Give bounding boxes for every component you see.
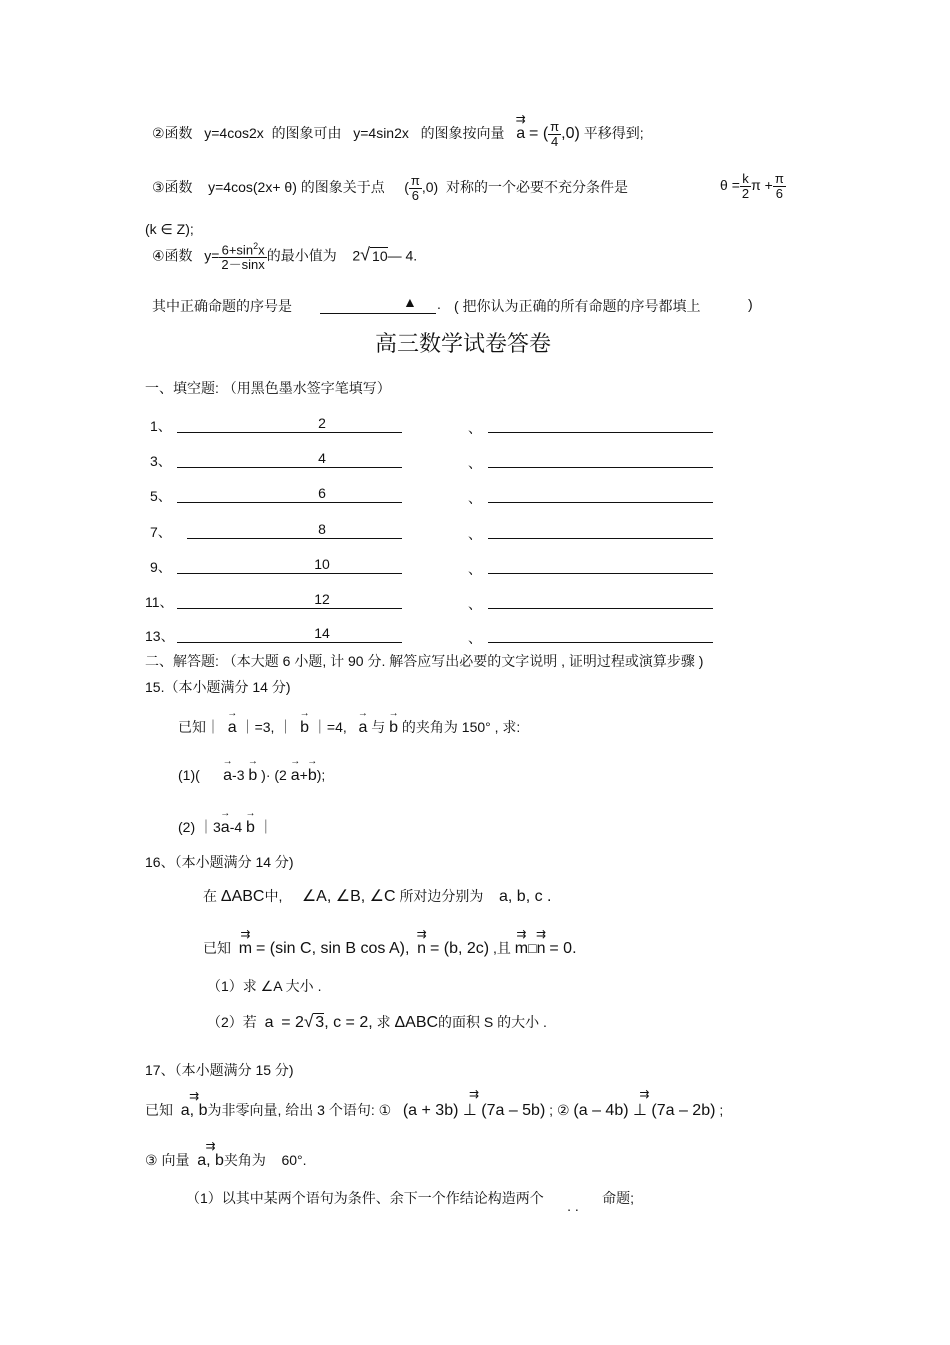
prop3-func: y=4cos(2x+ [208, 178, 281, 195]
q17-line2 [145, 1150, 307, 1170]
q15-text: -4 [229, 819, 243, 835]
blank-number: 14 [314, 625, 330, 641]
q16-text: 在 [203, 888, 217, 904]
prop2-text1: 的图象可由 [271, 124, 342, 141]
vector-a: → a [228, 719, 237, 737]
q16-part1: （1）求 ∠A 大小 . [207, 978, 322, 994]
q16-formula: = 2 [281, 1014, 304, 1031]
blank-line-left[interactable] [177, 467, 402, 468]
q16-formula: = (sin C, sin B cos A), [256, 940, 410, 957]
triangle-abc: ΔABC [394, 1014, 439, 1031]
blank-number: 12 [314, 591, 330, 607]
prop3-frac-den: 6 [411, 187, 419, 203]
prop2-vector-a: ⇉ a [516, 125, 525, 143]
blank-line-left[interactable] [177, 573, 402, 574]
vectors-ab: ⇉ a, b [181, 1102, 208, 1120]
blank-line-left[interactable] [177, 502, 402, 503]
dot-product-box: □ [528, 940, 537, 956]
q16-text: ,且 [493, 940, 511, 956]
q17-text: ③ 向量 [145, 1152, 190, 1168]
vector-m: ⇉ m [239, 940, 252, 958]
q15-text: 的夹角为 150° , 求: [401, 719, 521, 735]
vector-b: → b [246, 819, 255, 837]
prop3-marker: ③函数 [152, 178, 193, 195]
q17-text: ; [719, 1102, 724, 1118]
prop4-sqrt: 10 [372, 247, 388, 264]
prop4-marker: ④函数 [152, 247, 193, 264]
prop2-text2: 的图象按向量 [420, 124, 505, 141]
q16-angles: ∠A, ∠B, ∠C [301, 888, 396, 905]
prop2-tail: ,0) [561, 124, 580, 142]
section-2-heading: 二、解答题: （本大题 6 小题, 计 90 分. 解答应写出必要的文字说明 , 证明过程或演算步骤 ) [145, 653, 704, 669]
blank-sep: 、 [468, 420, 482, 436]
vector-a: → a [291, 767, 300, 785]
q16-formula: = 0. [549, 940, 577, 957]
proposition-3 [152, 174, 628, 202]
prop4-fraction [219, 242, 266, 272]
blank-sep: 、 [468, 630, 482, 646]
vector-a: → a [358, 719, 367, 737]
q15-part1 [178, 767, 325, 785]
answer-blank-line[interactable] [320, 313, 436, 314]
prop3-cont: (k ∈ Z); [145, 221, 194, 237]
answer-note: ( 把你认为正确的所有命题的序号都填上 [454, 298, 701, 314]
blank-sep: 、 [468, 526, 482, 542]
prop3-frac-num: π [410, 173, 420, 188]
q16-line2 [203, 938, 577, 958]
blank-sep: 、 [468, 490, 482, 506]
prop2-func2: y=4sin2x [353, 124, 409, 141]
q15-text: 已知｜ [178, 719, 220, 735]
answer-prompt: 其中正确命题的序号是 [152, 298, 292, 314]
prop4-num-x: x [258, 242, 265, 258]
q17-angle-value: 60°. [281, 1152, 307, 1168]
prop2-func1: y=4cos2x [204, 124, 264, 141]
prop4-frac-num [219, 242, 266, 258]
q15-text: )· (2 [261, 767, 287, 783]
blank-number: 4 [318, 450, 326, 466]
blank-line-left[interactable] [177, 608, 402, 609]
page-title: 高三数学试卷答卷 [375, 332, 552, 357]
prop2-frac-den: 4 [551, 133, 559, 149]
blank-line-left[interactable] [187, 538, 402, 539]
vector-m: ⇉ m [515, 940, 528, 958]
sqrt-sign: √ [303, 1012, 314, 1031]
q17-line1 [145, 1100, 723, 1120]
q16-text: 已知 [203, 940, 231, 956]
q16-text: 中, [264, 888, 283, 904]
blank-number: 8 [318, 521, 326, 537]
answer-note-close: ) [748, 296, 753, 312]
q15-text: (1)( [178, 767, 200, 783]
q15-text: ｜=3, ｜ [240, 719, 293, 735]
blank-sep: 、 [468, 455, 482, 471]
q15-text: ); [316, 767, 326, 783]
prop4-y: y= [204, 247, 220, 264]
q16-formula: = (b, 2c) [429, 940, 490, 957]
q17-text: ; [549, 1102, 554, 1118]
q17-statement-2: ⇉ (a – 4b) ⊥ (7a – 2b) [573, 1100, 715, 1120]
blank-line-right[interactable] [488, 467, 713, 468]
vector-a: → a [223, 767, 232, 785]
prop3-fraction [409, 174, 422, 202]
q16-line1 [203, 886, 551, 906]
prop4-frac-den: 2－sinx [221, 256, 265, 272]
q16-sides: a, b, c . [499, 888, 552, 905]
prop3-theta2: θ [720, 176, 728, 193]
q15-text: + [299, 767, 308, 783]
prop3-eq: = [731, 176, 740, 193]
vector-n: ⇉ n [537, 940, 546, 958]
blank-number: 10 [314, 556, 330, 572]
q15-text: (2) ｜3 [178, 819, 221, 835]
q17-part1 [186, 1188, 635, 1214]
prop3-condition [720, 172, 786, 200]
prop2-frac-num: π [550, 119, 560, 134]
answer-period: . [437, 296, 441, 312]
blank-line-right[interactable] [488, 432, 713, 433]
blank-line-right[interactable] [488, 608, 713, 609]
triangle-abc: ΔABC [220, 888, 265, 905]
prop2-eq: = ( [529, 124, 549, 142]
vector-b: → b [300, 719, 309, 737]
prop2-fraction [548, 120, 561, 148]
q16-var-a: a [264, 1014, 274, 1031]
prop4-tail: — 4. [387, 247, 418, 264]
blank-number: 6 [318, 485, 326, 501]
q17-text: 为非零向量, 给出 3 个语句: ① [207, 1102, 392, 1118]
prop4-val2: 2 [352, 247, 361, 264]
blank-label: 13、 [145, 628, 175, 644]
proposition-2 [152, 120, 644, 164]
blank-line-left[interactable] [177, 642, 402, 643]
prop3-open: ( [404, 178, 409, 195]
q15-text: -3 [232, 767, 245, 783]
proposition-4 [152, 242, 417, 272]
prop2-text3: 平移得到; [583, 124, 644, 141]
q17-heading: 17、（本小题满分 15 分) [145, 1062, 294, 1078]
blank-label: 5、 [150, 488, 172, 504]
blank-label: 1、 [150, 418, 172, 434]
blank-label: 7、 [150, 524, 172, 540]
prop3-pi-fraction [773, 172, 786, 200]
triangle-icon: ▲ [403, 294, 417, 310]
vector-b: → b [308, 767, 317, 785]
q15-text: 与 [371, 719, 386, 735]
q16-formula: , c = 2, [324, 1014, 373, 1031]
prop3-k-num: k [740, 172, 751, 187]
blank-number: 2 [318, 415, 326, 431]
blank-line-left[interactable] [177, 432, 402, 433]
prop4-num-text: 6+sin [221, 242, 254, 258]
q15-given [178, 717, 520, 737]
q16-text: 求 [376, 1014, 391, 1030]
q15-text: ｜=4, [312, 719, 347, 735]
q15-part2 [178, 817, 273, 837]
q15-text: ｜ [258, 819, 273, 835]
blank-label: 11、 [145, 594, 174, 610]
prop3-theta: θ [284, 178, 293, 195]
prop3-plus: + [764, 176, 773, 193]
vector-a: → a [221, 819, 230, 837]
emphasis-dots: . . [567, 1198, 579, 1214]
prop3-pi-den: 6 [775, 185, 783, 201]
prop2-marker: ②函数 [152, 124, 193, 141]
prop3-pi-num: π [774, 171, 784, 186]
q17-text: ② [556, 1102, 570, 1118]
q16-text: （2）若 [207, 1014, 257, 1030]
blank-line-right[interactable] [488, 573, 713, 574]
blank-label: 9、 [150, 559, 172, 575]
blank-sep: 、 [468, 596, 482, 612]
prop4-text1: 的最小值为 [266, 247, 337, 264]
blank-sep: 、 [468, 561, 482, 577]
prop3-pi: π [751, 176, 761, 193]
q16-text: 所对边分别为 [399, 888, 484, 904]
prop3-k-fraction [740, 172, 751, 200]
q16-heading: 16、（本小题满分 14 分) [145, 854, 294, 870]
q16-sqrt: 3 [315, 1014, 325, 1031]
prop3-text2: 对称的一个必要不充分条件是 [445, 178, 628, 195]
blank-label: 3、 [150, 453, 172, 469]
vectors-ab: ⇉ a, b [197, 1152, 224, 1170]
q17-text: 夹角为 [223, 1152, 266, 1168]
q17-statement-1: ⇉ (a + 3b) ⊥ (7a – 5b) [403, 1100, 545, 1120]
blank-line-right[interactable] [488, 502, 713, 503]
q17-text: （1）以其中某两个语句为条件、余下一个作结论构造两个 [186, 1190, 544, 1206]
vector-b: → b [389, 719, 398, 737]
q16-part2 [207, 1012, 547, 1032]
section-1-heading: 一、填空题: （用黑色墨水签字笔填写） [145, 380, 391, 396]
vector-n: ⇉ n [417, 940, 426, 958]
q15-heading: 15.（本小题满分 14 分) [145, 679, 291, 695]
vector-b: → b [248, 767, 257, 785]
q16-text: 的面积 S 的大小 . [438, 1014, 547, 1030]
q17-text: 已知 [145, 1102, 173, 1118]
prop3-close: ,0) [421, 178, 439, 195]
sqrt-sign: √ [360, 244, 371, 265]
q17-text: 命题; [602, 1190, 635, 1206]
prop3-k-den: 2 [741, 185, 750, 201]
prop4-sup: 2 [253, 241, 259, 251]
prop3-text1: ) 的图象关于点 [292, 178, 385, 195]
blank-line-right[interactable] [488, 642, 713, 643]
blank-line-right[interactable] [488, 538, 713, 539]
